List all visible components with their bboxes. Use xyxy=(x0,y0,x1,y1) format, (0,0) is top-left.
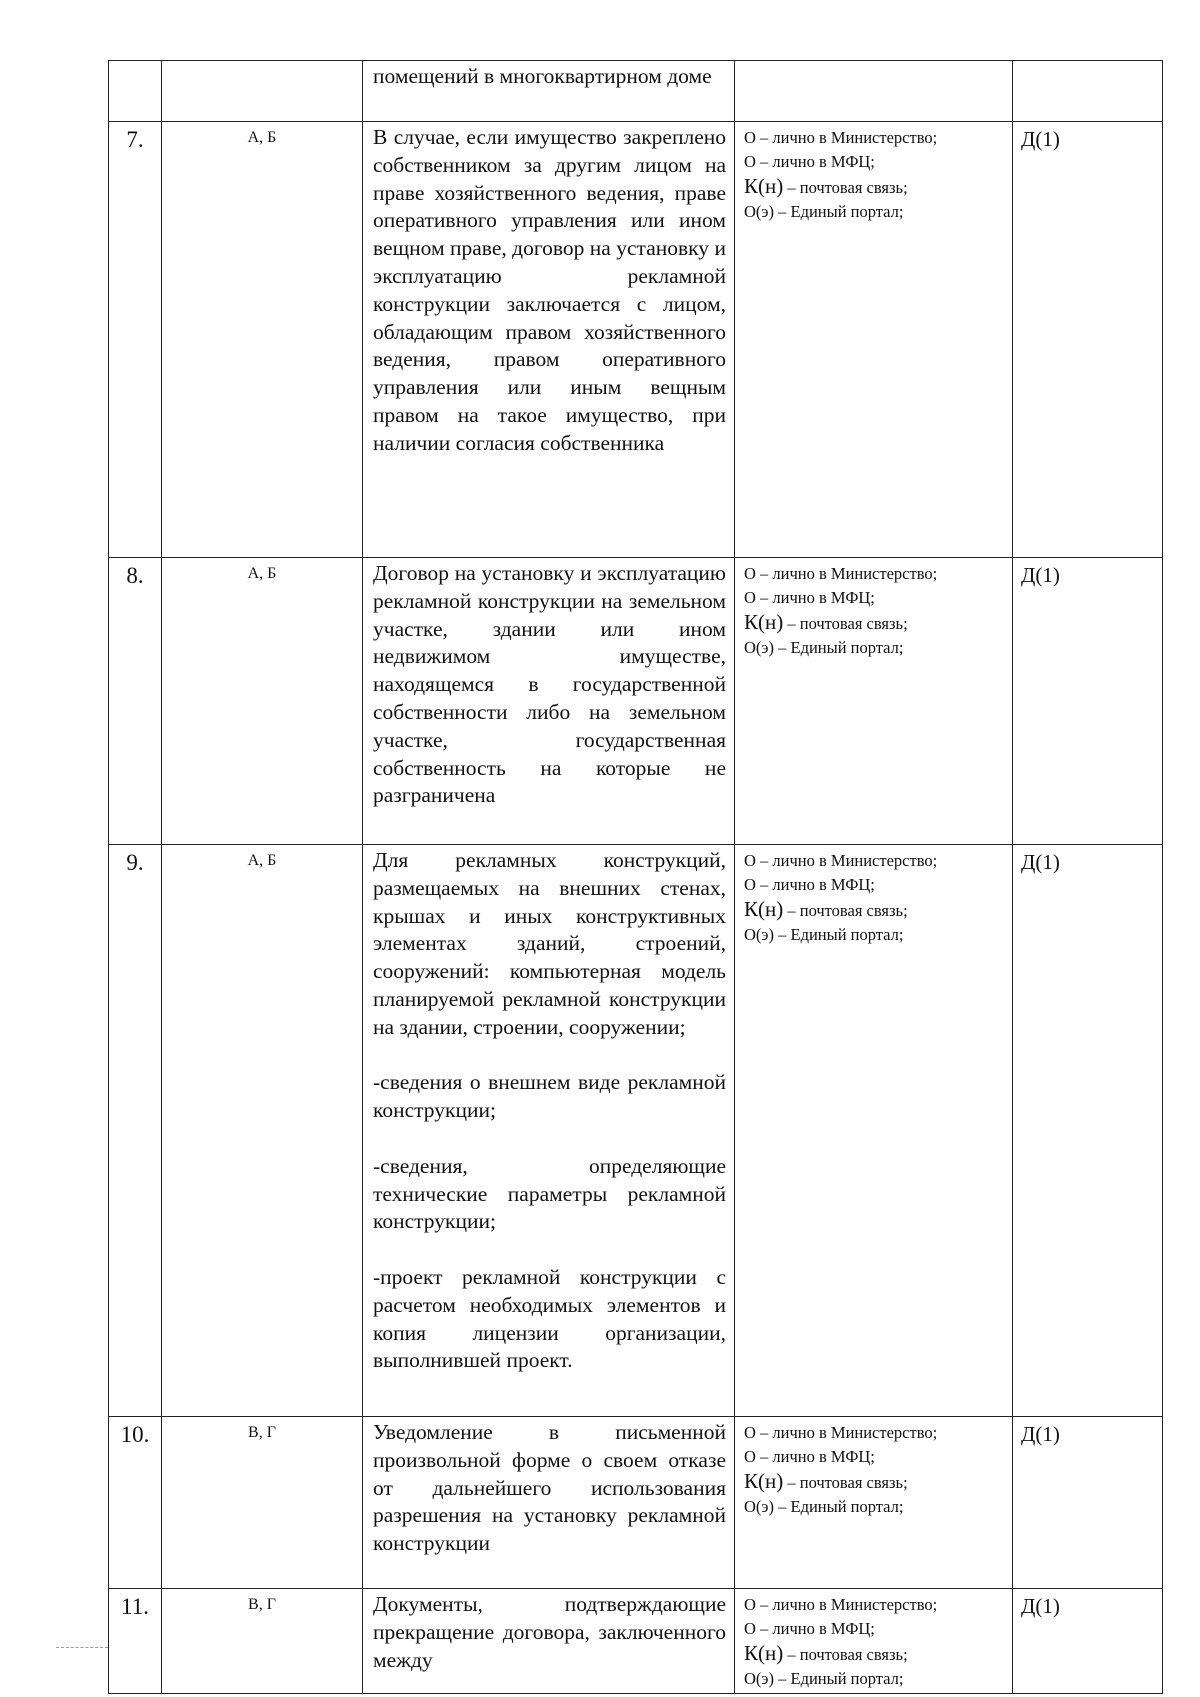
document-paragraph: Для рекламных конструкций, размещаемых на внешних стенах, крышах и иных конструктивных элементах зданий, строений, сооружений: компьютерная модель планируемой рекламной конструкции на здании, строении, сооружении; xyxy=(373,848,726,1039)
row-document xyxy=(363,61,735,122)
row-count: Д(1) xyxy=(1013,122,1163,558)
document-paragraph: -сведения, определяющие технические параметры рекламной конструкции; xyxy=(373,1153,726,1234)
row-document xyxy=(363,1589,735,1694)
way-post-code: К(н) xyxy=(744,174,784,198)
way-single-portal: О(э) – Единый портал; xyxy=(744,1669,904,1688)
way-post-label: – почтовая связь; xyxy=(783,1473,908,1492)
way-post-code: К(н) xyxy=(744,610,784,634)
way-post xyxy=(744,610,1008,636)
row-group: А, Б xyxy=(162,558,363,845)
way-single-portal: О(э) – Единый портал; xyxy=(744,1497,904,1516)
way-in-person-ministry: О – лично в Министерство; xyxy=(744,1595,938,1614)
table-row xyxy=(109,845,1163,1417)
row-group: А, Б xyxy=(162,845,363,1417)
way-post-code: К(н) xyxy=(744,1469,784,1493)
way-in-person-ministry: О – лично в Министерство; xyxy=(744,851,938,870)
row-group: В, Г xyxy=(162,1589,363,1694)
table-row xyxy=(109,1589,1163,1694)
way-single-portal: О(э) – Единый портал; xyxy=(744,638,904,657)
way-post xyxy=(744,1641,1008,1667)
row-document xyxy=(363,1417,735,1589)
row-submission-ways xyxy=(735,122,1013,558)
row-number: 9. xyxy=(109,845,162,1417)
row-submission-ways xyxy=(735,1417,1013,1589)
row-document xyxy=(363,558,735,845)
row-count: Д(1) xyxy=(1013,845,1163,1417)
table-row xyxy=(109,61,1163,122)
way-post xyxy=(744,897,1008,923)
way-post-code: К(н) xyxy=(744,1641,784,1665)
row-number xyxy=(109,61,162,122)
way-post-label: – почтовая связь; xyxy=(783,901,908,920)
way-in-person-mfc: О – лично в МФЦ; xyxy=(744,588,875,607)
row-count xyxy=(1013,61,1163,122)
row-group: В, Г xyxy=(162,1417,363,1589)
document-paragraph: -проект рекламной конструкции с расчетом необходимых элементов и копия лицензии организации, выполнившей проект. xyxy=(373,1264,726,1373)
way-post xyxy=(744,1469,1008,1495)
way-in-person-mfc: О – лично в МФЦ; xyxy=(744,875,875,894)
row-submission-ways xyxy=(735,61,1013,122)
row-count: Д(1) xyxy=(1013,1589,1163,1694)
way-in-person-mfc: О – лично в МФЦ; xyxy=(744,152,875,171)
way-in-person-mfc: О – лично в МФЦ; xyxy=(744,1619,875,1638)
document-paragraph: Договор на установку и эксплуатацию рекламной конструкции на земельном участке, здании или ином недвижимом имуществе, находящемся в государственной собственности либо на земельном участке, государственная собственность на которые не разграничена xyxy=(373,561,726,808)
row-submission-ways xyxy=(735,558,1013,845)
way-post-code: К(н) xyxy=(744,897,784,921)
row-document xyxy=(363,122,735,558)
way-post-label: – почтовая связь; xyxy=(783,178,908,197)
row-group: А, Б xyxy=(162,122,363,558)
row-number: 11. xyxy=(109,1589,162,1694)
row-document xyxy=(363,845,735,1417)
documents-table xyxy=(108,60,1163,1694)
row-submission-ways xyxy=(735,1589,1013,1694)
way-single-portal: О(э) – Единый портал; xyxy=(744,925,904,944)
way-in-person-ministry: О – лично в Министерство; xyxy=(744,1423,938,1442)
way-post-label: – почтовая связь; xyxy=(783,614,908,633)
way-post xyxy=(744,174,1008,200)
row-number: 10. xyxy=(109,1417,162,1589)
table-row xyxy=(109,558,1163,845)
table-row xyxy=(109,1417,1163,1589)
row-number: 7. xyxy=(109,122,162,558)
way-in-person-mfc: О – лично в МФЦ; xyxy=(744,1447,875,1466)
row-group xyxy=(162,61,363,122)
document-paragraph: помещений в многоквартирном доме xyxy=(373,64,712,88)
row-submission-ways xyxy=(735,845,1013,1417)
way-single-portal: О(э) – Единый портал; xyxy=(744,202,904,221)
row-count: Д(1) xyxy=(1013,1417,1163,1589)
table-row xyxy=(109,122,1163,558)
document-paragraph: Документы, подтверждающие прекращение договора, заключенного между xyxy=(373,1592,726,1672)
scan-artifact-line xyxy=(56,1647,108,1648)
document-paragraph: В случае, если имущество закреплено собственником за другим лицом на праве хозяйственного ведения, праве оперативного управления или ином вещном праве, договор на установку и эксплуатацию рекламной конструкции заключается с лицом, обладающим правом хозяйственного ведения, правом оперативного управления или иным вещным правом на такое имущество, при наличии согласия собственника xyxy=(373,125,726,455)
row-number: 8. xyxy=(109,558,162,845)
document-paragraph: Уведомление в письменной произвольной форме о своем отказе от дальнейшего использования разрешения на установку рекламной конструкции xyxy=(373,1420,726,1556)
way-in-person-ministry: О – лично в Министерство; xyxy=(744,564,938,583)
row-count: Д(1) xyxy=(1013,558,1163,845)
way-in-person-ministry: О – лично в Министерство; xyxy=(744,128,938,147)
way-post-label: – почтовая связь; xyxy=(783,1645,908,1664)
document-paragraph: -сведения о внешнем виде рекламной конструкции; xyxy=(373,1070,726,1123)
